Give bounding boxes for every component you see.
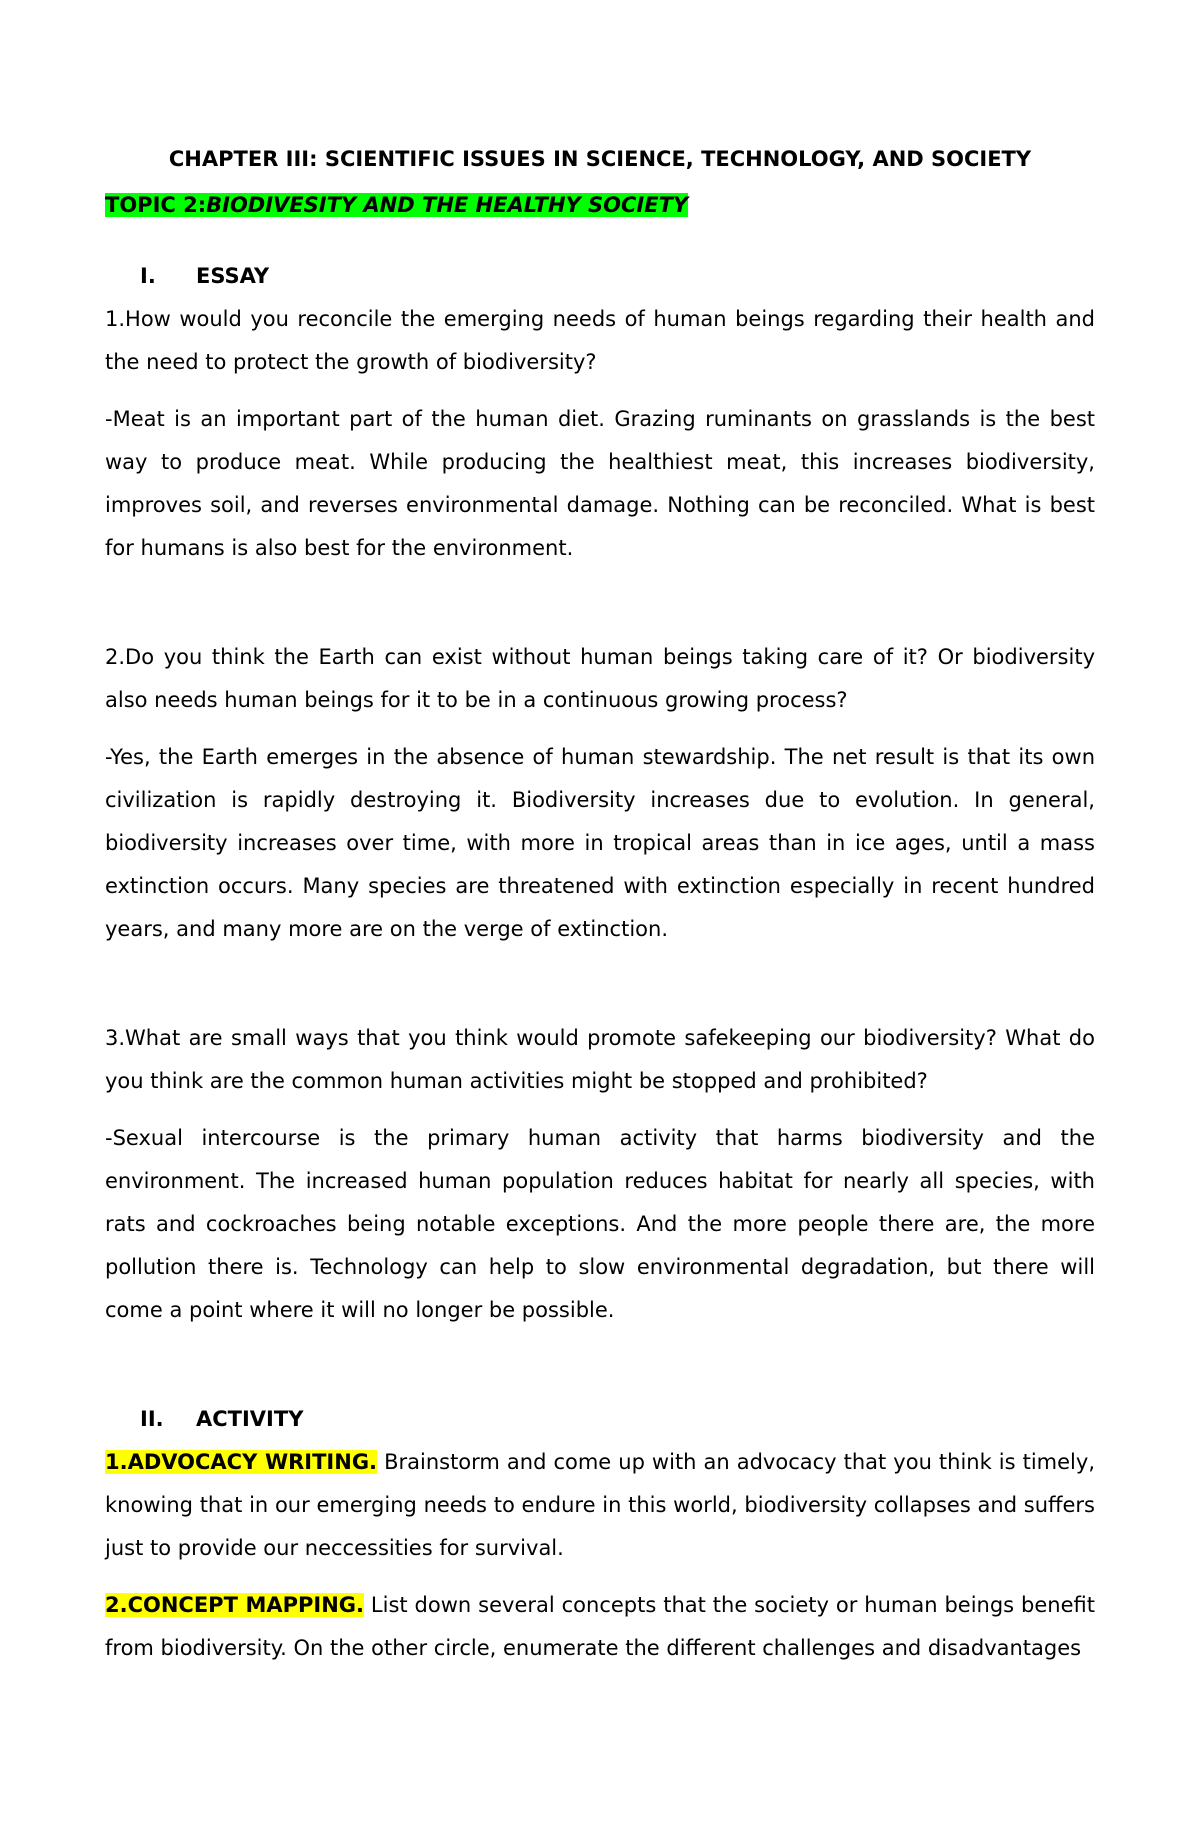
activity-item-1-label: 1.ADVOCACY WRITING. bbox=[105, 1450, 378, 1474]
essay-question-1: 1.How would you reconcile the emerging needs of human beings regarding their health and the need to protect the growth of biodiversity? bbox=[105, 307, 1095, 374]
essay-answer-1: -Meat is an important part of the human diet. Grazing ruminants on grasslands is the best way to produce meat. While producing the healthiest meat, this increases biodiversity, improves soil, and reverses environmental damage. Nothing can be reconciled. What is best for humans is also best for the environment. bbox=[105, 407, 1095, 560]
essay-answer-2: -Yes, the Earth emerges in the absence of human stewardship. The net result is that its own civilization is rapidly destroying it. Biodiversity increases due to evolution. In general, biodiversity increases over time, with more in tropical areas than in ice ages, until a mass extinction occurs. Many species are threatened with extinction especially in recent hundred years, and many more are on the verge of extinction. bbox=[105, 745, 1095, 941]
topic-highlight bbox=[105, 193, 688, 217]
essay-answer-3: -Sexual intercourse is the primary human activity that harms biodiversity and the environment. The increased human population reduces habitat for nearly all species, with rats and cockroaches being notable exceptions. And the more people there are, the more pollution there is. Technology can help to slow environmental degradation, but there will come a point where it will no longer be possible. bbox=[105, 1126, 1095, 1322]
activity-section-label: ACTIVITY bbox=[196, 1407, 304, 1431]
essay-section-heading bbox=[105, 255, 1095, 298]
essay-question-3: 3.What are small ways that you think would promote safekeeping our biodiversity? What do you think are the common human activities might be stopped and prohibited? bbox=[105, 1026, 1095, 1093]
activity-item-1 bbox=[105, 1441, 1095, 1570]
spacer bbox=[105, 1346, 1095, 1398]
activity-item-1-text: Brainstorm and come up with an advocacy that you think is timely, knowing that in our emerging needs to endure in this world, biodiversity collapses and suffers just to provide our neccessities for survival. bbox=[105, 1450, 1095, 1560]
activity-section-number: II. bbox=[140, 1407, 164, 1431]
document-body bbox=[105, 138, 1095, 1684]
activity-item-2-text: List down several concepts that the society or human beings benefit from biodiversity. On the other circle, enumerate the different challenges and disadvantages bbox=[105, 1593, 1095, 1660]
topic-heading bbox=[105, 184, 1095, 227]
essay-section-label: ESSAY bbox=[196, 264, 270, 288]
spacer bbox=[105, 965, 1095, 1017]
topic-title: BIODIVESITY AND THE HEALTHY SOCIETY bbox=[206, 193, 689, 217]
topic-prefix: TOPIC 2: bbox=[105, 193, 207, 217]
spacer bbox=[105, 584, 1095, 636]
activity-item-2-label: 2.CONCEPT MAPPING. bbox=[105, 1593, 364, 1617]
activity-item-2 bbox=[105, 1584, 1095, 1670]
essay-section-number: I. bbox=[140, 264, 156, 288]
chapter-title: CHAPTER III: SCIENTIFIC ISSUES IN SCIENCE, TECHNOLOGY, AND SOCIETY bbox=[168, 147, 1032, 171]
activity-section-heading bbox=[105, 1398, 1095, 1441]
essay-question-2: 2.Do you think the Earth can exist without human beings taking care of it? Or biodiversity also needs human beings for it to be in a continuous growing process? bbox=[105, 645, 1095, 712]
spacer bbox=[105, 227, 1095, 255]
